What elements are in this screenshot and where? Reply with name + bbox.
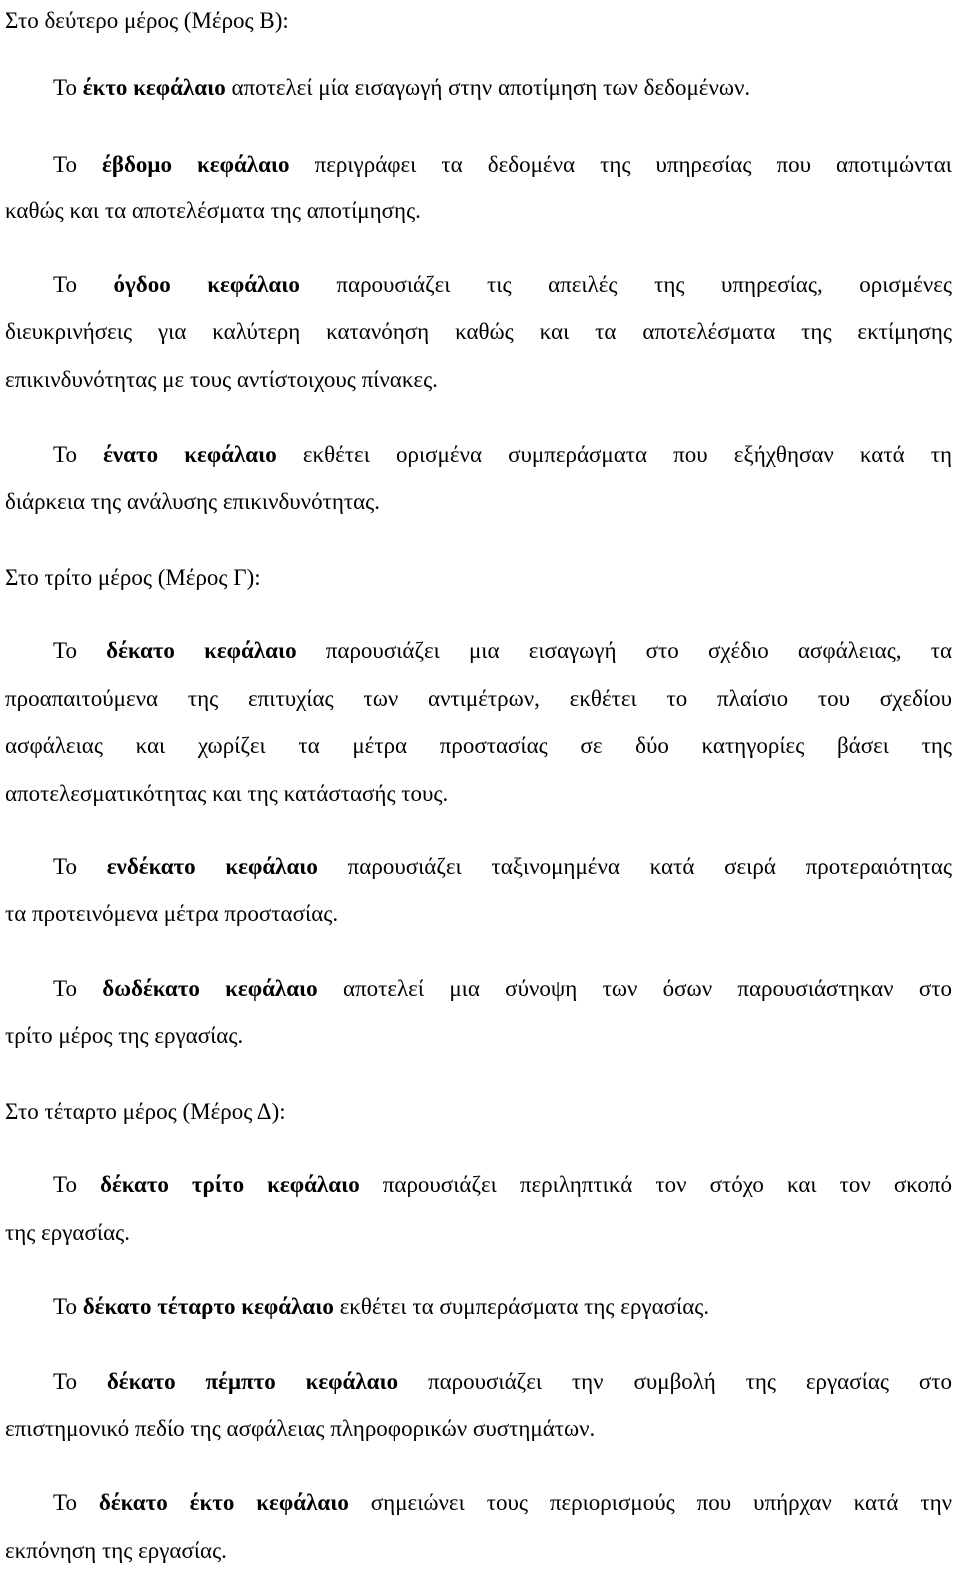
paragraph-chapter-10: Το δέκατο κεφάλαιο παρουσιάζει μια εισαγωγή στο σχέδιο ασφάλειας, τα: [53, 638, 952, 663]
chapter-title: δωδέκατο κεφάλαιο: [102, 976, 318, 1001]
paragraph-line: διευκρινήσεις για καλύτερη κατανόηση καθώς και τα αποτελέσματα της εκτίμησης: [5, 319, 952, 344]
heading-part-c: Στο τρίτο μέρος (Μέρος Γ):: [5, 565, 261, 590]
paragraph-line: αποτελεσματικότητας και της κατάστασής τους.: [5, 781, 449, 806]
chapter-title: όγδοο κεφάλαιο: [113, 272, 300, 297]
chapter-title: δέκατο έκτο κεφάλαιο: [98, 1490, 349, 1515]
paragraph-line: επικινδυνότητας με τους αντίστοιχους πίνακες.: [5, 367, 438, 392]
paragraph-chapter-11: Το ενδέκατο κεφάλαιο παρουσιάζει ταξινομημένα κατά σειρά προτεραιότητας: [53, 854, 952, 879]
paragraph-line: τα προτεινόμενα μέτρα προστασίας.: [5, 901, 339, 926]
paragraph-chapter-7: Το έβδομο κεφάλαιο περιγράφει τα δεδομένα της υπηρεσίας που αποτιμώνται: [53, 152, 952, 177]
paragraph-line: τρίτο μέρος της εργασίας.: [5, 1023, 244, 1048]
chapter-title: δέκατο τρίτο κεφάλαιο: [100, 1172, 360, 1197]
paragraph-line: της εργασίας.: [5, 1220, 130, 1245]
paragraph-chapter-13: Το δέκατο τρίτο κεφάλαιο παρουσιάζει περιληπτικά τον στόχο και τον σκοπό: [53, 1172, 952, 1197]
paragraph-line: προαπαιτούμενα της επιτυχίας των αντιμέτρων, εκθέτει το πλαίσιο του σχεδίου: [5, 686, 952, 711]
paragraph-chapter-16: Το δέκατο έκτο κεφάλαιο σημειώνει τους περιορισμούς που υπήρχαν κατά την: [53, 1490, 952, 1515]
paragraph-chapter-14: Το δέκατο τέταρτο κεφάλαιο εκθέτει τα συμπεράσματα της εργασίας.: [53, 1294, 710, 1319]
chapter-title: δέκατο πέμπτο κεφάλαιο: [106, 1369, 399, 1394]
chapter-title: ένατο κεφάλαιο: [103, 442, 277, 467]
chapter-title: έβδομο κεφάλαιο: [102, 152, 290, 177]
heading-part-b: Στο δεύτερο μέρος (Μέρος Β):: [5, 8, 289, 33]
paragraph-line: εκπόνηση της εργασίας.: [5, 1538, 227, 1563]
paragraph-line: καθώς και τα αποτελέσματα της αποτίμησης.: [5, 198, 421, 223]
paragraph-chapter-12: Το δωδέκατο κεφάλαιο αποτελεί μια σύνοψη των όσων παρουσιάστηκαν στο: [53, 976, 952, 1001]
paragraph-line: ασφάλειας και χωρίζει τα μέτρα προστασίας σε δύο κατηγορίες βάσει της: [5, 733, 952, 758]
paragraph-chapter-8: Το όγδοο κεφάλαιο παρουσιάζει τις απειλές της υπηρεσίας, ορισμένες: [53, 272, 952, 297]
chapter-title: δέκατο τέταρτο κεφάλαιο: [82, 1294, 334, 1319]
chapter-title: δέκατο κεφάλαιο: [106, 638, 297, 663]
paragraph-line: επιστημονικό πεδίο της ασφάλειας πληροφορικών συστημάτων.: [5, 1416, 596, 1441]
chapter-title: έκτο κεφάλαιο: [82, 75, 226, 100]
heading-part-d: Στο τέταρτο μέρος (Μέρος Δ):: [5, 1099, 286, 1124]
paragraph-chapter-15: Το δέκατο πέμπτο κεφάλαιο παρουσιάζει την συμβολή της εργασίας στο: [53, 1369, 952, 1394]
paragraph-chapter-6: Το έκτο κεφάλαιο αποτελεί μία εισαγωγή στην αποτίμηση των δεδομένων.: [53, 75, 751, 100]
chapter-title: ενδέκατο κεφάλαιο: [106, 854, 318, 879]
paragraph-line: διάρκεια της ανάλυσης επικινδυνότητας.: [5, 489, 381, 514]
paragraph-chapter-9: Το ένατο κεφάλαιο εκθέτει ορισμένα συμπεράσματα που εξήχθησαν κατά τη: [53, 442, 952, 467]
